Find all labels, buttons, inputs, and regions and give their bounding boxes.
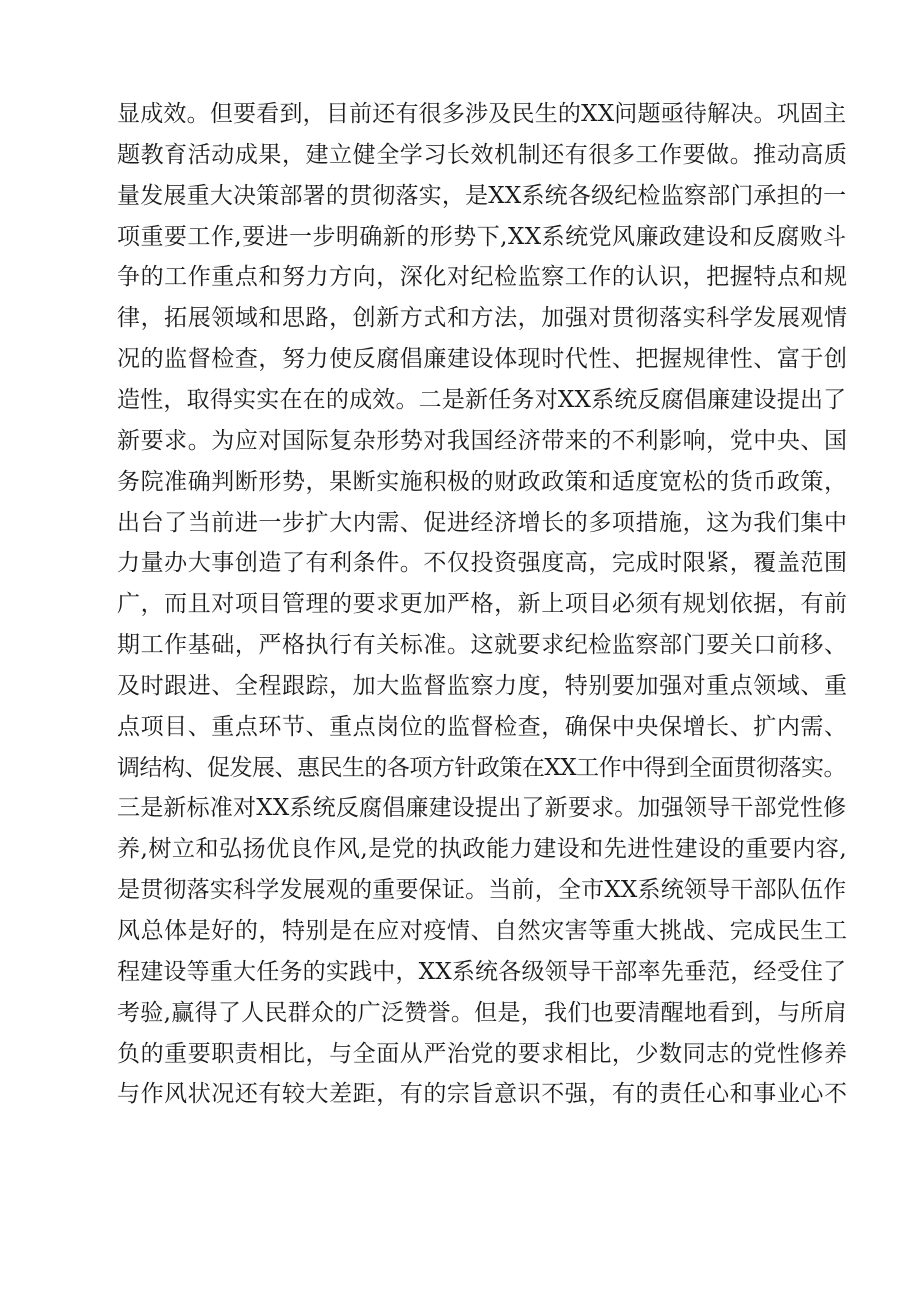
text-line: 广，而且对项目管理的要求更加严格，新上项目必须有规划依据，有前 xyxy=(117,591,848,618)
text-line: 新要求。为应对国际复杂形势对我国经济带来的不利影响，党中央、国 xyxy=(117,427,848,454)
text-line: 负的重要职责相比，与全面从严治党的要求相比，少数同志的党性修养 xyxy=(117,1040,848,1067)
text-line: 务院准确判断形势，果断实施积极的财政政策和适度宽松的货币政策， xyxy=(117,468,848,495)
text-line: 点项目、重点环节、重点岗位的监督检查，确保中央保增长、扩内需、 xyxy=(117,713,848,740)
text-line: 显成效。但要看到，目前还有很多涉及民生的XX问题亟待解决。巩固主 xyxy=(117,101,847,127)
text-line: 及时跟进、全程跟踪，加大监督监察力度，特别要加强对重点领域、重 xyxy=(117,672,848,699)
text-line: 期工作基础，严格执行有关标准。这就要求纪检监察部门要关口前移、 xyxy=(117,632,848,659)
text-line: 争的工作重点和努力方向，深化对纪检监察工作的认识，把握特点和规 xyxy=(117,264,848,291)
text-line: 三是新标准对XX系统反腐倡廉建设提出了新要求。加强领导干部党性修 xyxy=(117,795,847,822)
text-line: 程建设等重大任务的实践中，XX系统各级领导干部率先垂范，经受住了 xyxy=(117,958,847,985)
text-line: 况的监督检查，努力使反腐倡廉建设体现时代性、把握规律性、富于创 xyxy=(117,346,848,373)
text-line: 律，拓展领域和思路，创新方式和方法，加强对贯彻落实科学发展观情 xyxy=(117,305,848,332)
text-line: 造性，取得实实在在的成效。二是新任务对XX系统反腐倡廉建设提出了 xyxy=(117,386,847,413)
text-line: 养,树立和弘扬优良作风,是党的执政能力建设和先进性建设的重要内容, xyxy=(117,836,848,863)
text-line: 力量办大事创造了有利条件。不仅投资强度高，完成时限紧，覆盖范围 xyxy=(117,550,848,577)
text-line: 风总体是好的，特别是在应对疫情、自然灾害等重大挑战、完成民生工 xyxy=(117,918,848,944)
text-line: 项重要工作,要进一步明确新的形势下,XX系统党风廉政建设和反腐败斗 xyxy=(117,223,847,250)
text-line: 题教育活动成果，建立健全学习长效机制还有很多工作要做。推动高质 xyxy=(117,141,848,168)
text-line: 考验,赢得了人民群众的广泛赞誉。但是，我们也要清醒地看到，与所肩 xyxy=(117,999,848,1026)
text-line: 是贯彻落实科学发展观的重要保证。当前，全市XX系统领导干部队伍作 xyxy=(117,877,847,904)
text-line: 调结构、促发展、惠民生的各项方针政策在XX工作中得到全面贯彻落实。 xyxy=(117,754,847,781)
text-line: 出台了当前进一步扩大内需、促进经济增长的多项措施，这为我们集中 xyxy=(117,509,848,536)
text-line: 量发展重大决策部署的贯彻落实，是XX系统各级纪检监察部门承担的一 xyxy=(117,182,847,209)
text-line: 与作风状况还有较大差距，有的宗旨意识不强，有的责任心和事业心不 xyxy=(117,1081,848,1108)
